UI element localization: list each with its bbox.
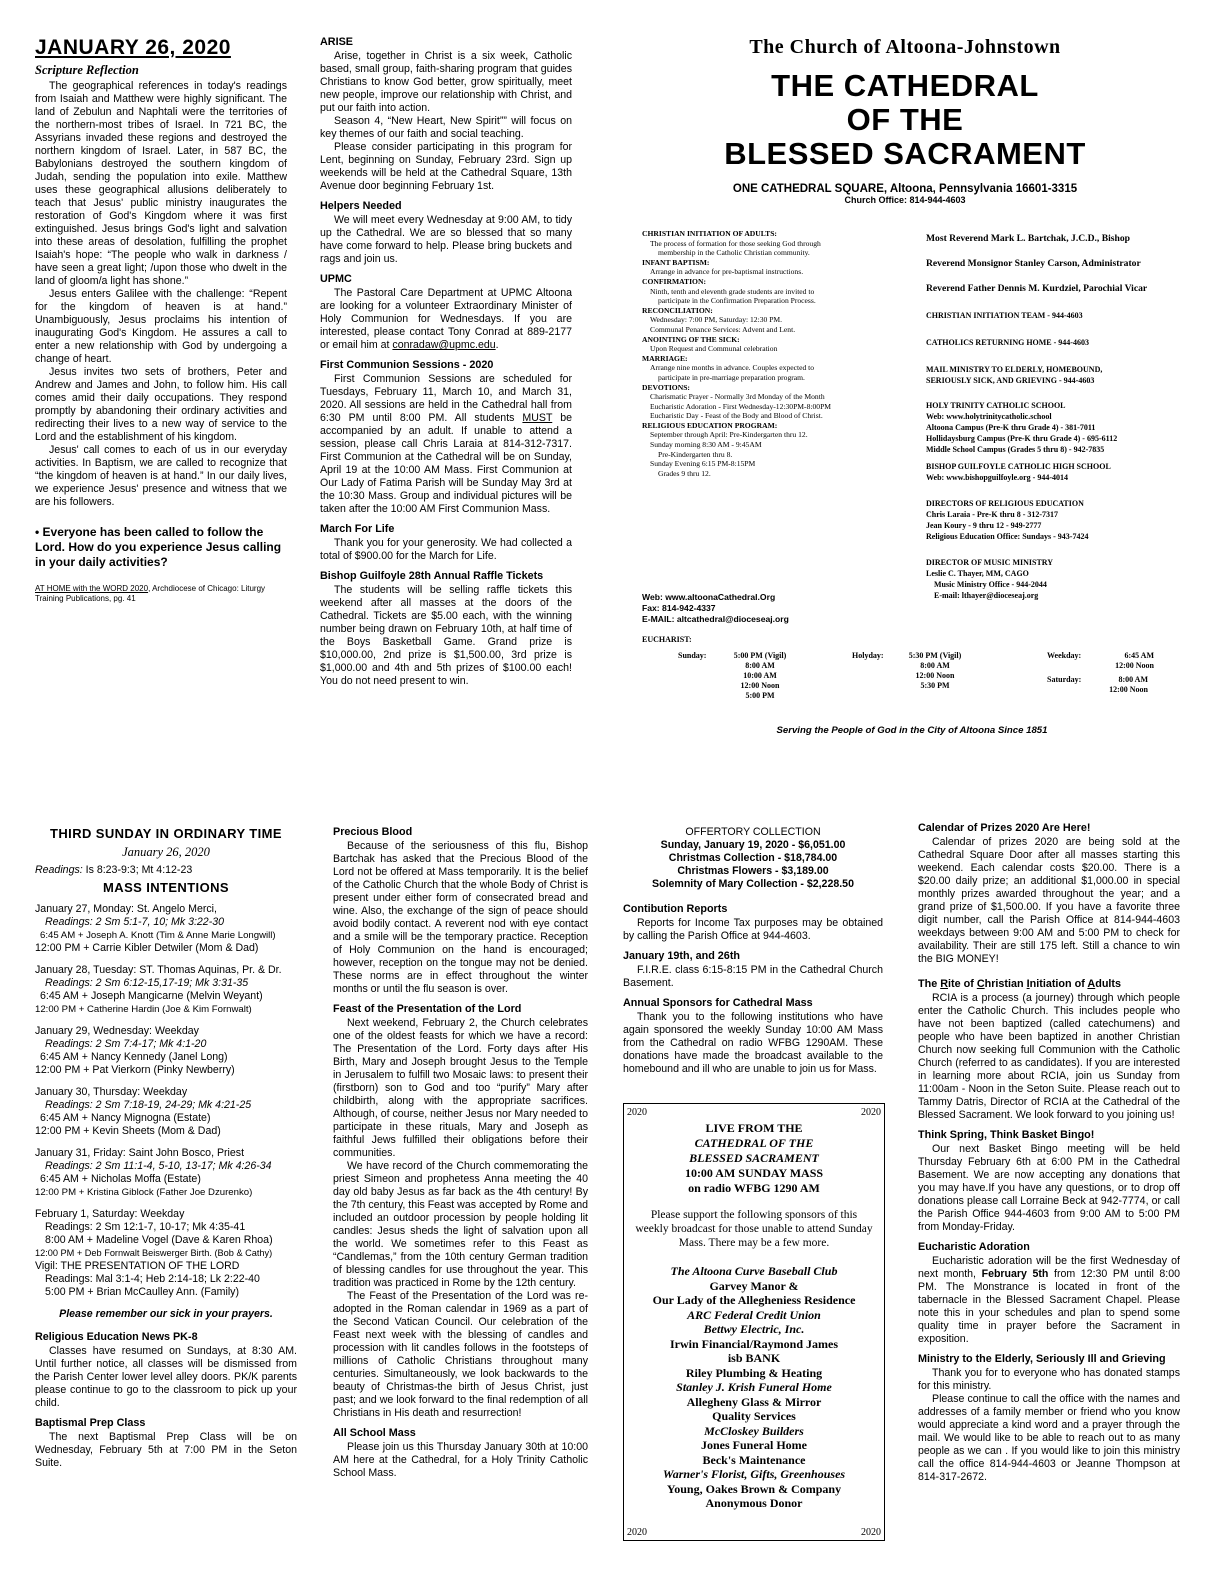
sponsor-name: ARC Federal Credit Union [687,1307,821,1322]
mass-time: 5:00 PM [745,691,775,700]
section-heading: January 19th, and 26th [623,950,741,962]
mass-time: 12:00 Noon [740,681,780,690]
mass-intention-line: 6:45 AM + Nancy Mignogna (Estate) [40,1112,211,1124]
serving-tagline: Serving the People of God in the City of Altoona Since 1851 [776,725,1048,736]
section-heading: First Communion Sessions - 2020 [320,359,494,371]
sponsor-name: Jones Funeral Home [701,1438,807,1452]
sacrament-detail: Arrange in advance for pre-baptismal instructions. [650,267,804,277]
sponsor-name: McCloskey Builders [704,1423,804,1438]
mass-intention-line: 6:45 AM + Nancy Kennedy (Janel Long) [40,1051,228,1063]
eucharist-weekday-times [1090,651,1154,671]
sacrament-heading: RELIGIOUS EDUCATION PROGRAM: [642,420,778,430]
mass-intentions-list [35,903,297,1199]
prayer-reminder: Please remember our sick in your prayers. [59,1308,273,1320]
clergy-directory: Most Reverend Mark L. Bartchak, J.C.D., Bishop Reverend Monsignor Stanley Carson, Administrator Reverend Father Dennis M. Kurdziel, Parochial Vicar CHRISTIAN INITIATION TEAM - 944-4603 CATHOLICS RETURNING HOME - 944-4603 MAIL MINISTRY TO ELDERLY, HOMEBOUND, SERIOUSLY SICK, AND GRIEVING - 944-4603 HOLY TRINITY CATHOLIC SCHOOL Web: www.holytrinitycatholic.school Altoona Campus (Pre-K thru Grade 4) - 381-7011 Hollidaysburg Campus (Pre-K thru Grade 4) - 695-6112 Middle School Campus (Grades 5 thru 8) - 942-7835 BISHOP GUILFOYLE CATHOLIC HIGH SCHOOL Web: www.bishopguilfoyle.org - 944-4014 DIRECTORS OF RELIGIOUS EDUCATION Chris Laraia - Pre-K thru 8 - 312-7317 Jean Koury - 9 thru 12 - 949-2777 Religious Education Office: Sundays - 943-7424 DIRECTOR OF MUSIC MINISTRY Leslie C. Thayer, MM, CAGO Music Ministry Office - 944-2044 E-mail: lthayer@dioceseaj.org [926,233,1196,601]
sacrament-heading: CHRISTIAN INITIATION OF ADULTS: [642,229,777,238]
mass-day-readings: Readings: 2 Sm 7:18-19, 24-29; Mk 4:21-25 [45,1099,252,1111]
sacrament-detail: Sunday Evening 6:15 PM-8:15PM [650,459,756,469]
section-heading: Precious Blood [333,826,413,838]
sponsor-name: Our Lady of the Allegheniess Residence [652,1293,856,1307]
section-heading: Think Spring, Think Basket Bingo! [918,1129,1095,1141]
mass-time: 12:00 Noon [915,671,955,680]
sacrament-detail: The process of formation for those seeking God through [650,238,821,248]
mass-day-readings: Readings: 2 Sm 7:4-17; Mk 4:1-20 [45,1038,207,1050]
eucharist-label: EUCHARIST: [642,635,692,644]
mass-time: 8:00 AM [920,661,950,670]
sponsor-name: Warner's Florist, Gifts, Greenhouses [662,1467,846,1481]
section-heading: Helpers Needed [320,200,402,212]
upmc-email-link[interactable]: conradaw@upmc.edu [392,339,496,351]
sponsor-name: Anonymous Donor [705,1496,803,1510]
sacrament-heading: RECONCILIATION: [642,305,713,315]
sponsor-name: Irwin Financial/Raymond James [669,1336,838,1351]
sponsor-name: Stanley J. Krish Funeral Home [676,1380,832,1394]
section-heading: UPMC [320,273,352,285]
eucharist-sunday-label: Sunday: [678,651,707,660]
reflection-source: AT HOME with the WORD 2020, Archdiocese of Chicago: Liturgy Training Publications, pg. 41 [35,584,266,603]
section-heading: Baptismal Prep Class [35,1417,146,1429]
mass-intention-day [35,903,297,955]
mass-intention-line: 12:00 PM + Kristina Giblock (Father Joe Dzurenko) [35,1187,253,1198]
section-heading: All School Mass [333,1427,416,1439]
mass-time: 6:45 AM [1124,651,1154,660]
mass-intention-line: 12:00 PM + Carrie Kibler Detwiler (Mom & Dad) [35,942,259,954]
mass-day-title: January 27, Monday: St. Angelo Merci, [35,903,217,915]
reflection-title: Scripture Reflection [35,63,139,77]
mass-day-readings: Readings: 2 Sm 11:1-4, 5-10, 13-17; Mk 4:26-34 [45,1160,272,1172]
mass-intention-line: 6:45 AM + Joseph A. Knott (Tim & Anne Marie Longwill) [40,930,276,941]
mass-day-readings: Readings: 2 Sm 6:12-15,17-19; Mk 3:31-35 [45,977,249,989]
mass-intention-line: 6:45 AM + Joseph Mangicarne (Melvin Weyant) [40,990,263,1002]
sacrament-detail: participate in pre-marriage preparation program. [658,372,805,382]
section-heading: ARISE [320,36,353,48]
mass-intention-day [35,964,297,1016]
email-link[interactable]: E-MAIL: altcathedral@dioceseaj.org [642,614,789,624]
cathedral-address: ONE CATHEDRAL SQUARE, Altoona, Pennsylvania 16601-3315 [732,183,1078,195]
live-broadcast-title: LIVE FROM THE CATHEDRAL OF THE BLESSED SACRAMENT 10:00 AM SUNDAY MASS on radio WFBG 1290 AM [684,1121,824,1195]
mass-intention-line: 12:00 PM + Pat Vierkorn (Pinky Newberry) [35,1064,235,1076]
reflection-paragraph: The geographical references in today's readings from Isaiah and Matthew were highly significant. The land of Zebulun and Naphtali were the territories of the northern-most tribes of Israel. In 721 BC, the Assyrians invaded these regions and destroyed the northern kingdom of Israel. Later, in 587 BC, the Babylonians destroyed the southern kingdom of Judah, sending the population into exile. Matthew uses these geographical allusions deliberately to teach that Jesus' public ministry inaugurates the restoration of God's Kingdom where it was first extinguished. Jesus brings God's light and salvation into these areas of desolation, fulfilling the prophet Isaiah's hope: “The people who walk in darkness / have seen a great light; /upon those who dwelt in the land of gloom/a light has shone.” [35,80,287,287]
sacrament-heading: CONFIRMATION: [642,276,706,286]
section-heading: Religious Education News PK-8 [35,1331,198,1343]
mass-time: 12:00 Noon [1109,685,1148,694]
sacrament-heading: MARRIAGE: [642,353,688,363]
mass-time: 5:30 PM [920,681,950,690]
mass-day-title: January 29, Wednesday: Weekday [35,1025,199,1037]
sacrament-detail: Arrange nine months in advance. Couples expected to [650,363,815,373]
eucharist-weekday-label: Weekday: [1047,651,1082,660]
mass-intention-day [35,1025,297,1077]
sacrament-detail: membership in the Catholic Christian community. [658,248,810,258]
sacrament-detail: Upon Request and Communal celebration [650,344,778,354]
section-heading: Contibution Reports [623,903,728,915]
mass-intention-day [35,1086,297,1138]
sponsor-name: Quality Services [712,1409,796,1423]
cathedral-masthead [620,36,1190,205]
section-heading: Calendar of Prizes 2020 Are Here! [918,822,1091,834]
sponsor-name: isb BANK [727,1351,781,1365]
section-heading: The Rite of Christian Initiation of Adults [918,978,1122,990]
church-office-phone: Church Office: 814-944-4603 [844,195,966,205]
website-link[interactable]: Web: www.altoonaCathedral.Org [642,592,776,602]
vicar-name: Reverend Father Dennis M. Kurdziel, Parochial Vicar [926,283,1148,294]
mass-time: 8:00 AM [1118,675,1148,684]
sponsor-name: Young, Oakes Brown & Company [666,1481,842,1496]
source-title: AT HOME with the WORD 2020 [35,584,149,593]
mass-day-title: January 30, Thursday: Weekday [35,1086,188,1098]
mass-time: 5:30 PM (Vigil) [908,651,962,660]
radio-mass-sponsors-box: 2020 2020 2020 2020 LIVE FROM THE CATHEDRAL OF THE BLESSED SACRAMENT 10:00 AM SUNDAY MASS on radio WFBG 1290 AM Please support the following sponsors of this weekly broadcast for those unable to attend Sunday Mass. There may be a few more. The Altoona Curve Baseball Club Garvey Manor & Our Lady of the Allegheniess Residence ARC Federal Credit Union Bettwy Electric, Inc. Irwin Financial/Raymond James isb BANK Riley Plumbing & Heating Stanley J. Krish Funeral Home Allegheny Glass & Mirror Quality Services McCloskey Builders Jones Funeral Home Beck's Maintenance Warner's Florist, Gifts, Greenhouses Young, Oakes Brown & Company Anonymous Donor [623,1103,885,1541]
mass-intentions-column: THIRD SUNDAY IN ORDINARY TIME January 26, 2020 Readings: Is 8:23-9:3; Mt 4:12-23 MASS INTENTIONS January 27, Monday: St. Angelo Merci, Readings: 2 Sm 5:1-7, 10; Mk 3:22-30 6:45 AM + Joseph A. Knott (Tim & Anne Marie Longwill) 12:00 PM + Carrie Kibler Detwiler (Mom & Dad) January 28, Tuesday: ST. Thomas Aquinas, Pr. & Dr. Readings: 2 Sm 6:12-15,17-19; Mk 3:31-35 6:45 AM + Joseph Mangicarne (Melvin Weyant) 12:00 PM + Catherine Hardin (Joe & Kim Fornwalt) January 29, Wednesday: Weekday Readings: 2 Sm 7:4-17; Mk 4:1-20 6:45 AM + Nancy Kennedy (Janel Long) 12:00 PM + Pat Vierkorn (Pinky Newberry) January 30, Thursday: Weekday Readings: 2 Sm 7:18-19, 24-29; Mk 4:21-25 6:45 AM + Nancy Mignogna (Estate) 12:00 PM + Kevin Sheets (Mom & Dad) January 31, Friday: Saint John Bosco, Priest Readings: 2 Sm 11:1-4, 5-10, 13-17; Mk 4:26-34 6:45 AM + Nicholas Moffa (Estate) 12:00 PM + Kristina Giblock (Father Joe Dzurenko) February 1, Saturday: Weekday Readings: 2 Sm 12:1-7, 10-17; Mk 4:35-41 8:00 AM + Madeline Vogel (Dave & Karen Rhoa) 12:00 PM + Deb Fornwalt Beiswerger Birth. (Bob & Cathy) Vigil: THE PRESENTATION OF THE LORD Readings: Mal 3:1-4; Heb 2:14-18; Lk 2:22-40 5:00 PM + Brian McCaulley Ann. (Family) Please remember our sick in your prayers. Religious Education News PK-8 Classes have resumed on Sundays, at 8:30 AM. Until further notice, all classes will be dismissed from the Parish Center lower level alley doors. PK/K parents please continue to go to the classroom to pick up your child. Baptismal Prep Class The next Baptismal Prep Class will be on Wednesday, February 5th at 7:00 PM in the Seton Suite. [35,826,297,1469]
bulletin-date: JANUARY 26, 2020 [35,36,231,59]
church-name: The Church of Altoona-Johnstown [749,36,1061,58]
mass-intention-day [35,1147,297,1199]
mass-day-title: January 31, Friday: Saint John Bosco, Priest [35,1147,245,1159]
mass-day-readings: Readings: 2 Sm 5:1-7, 10; Mk 3:22-30 [45,916,225,928]
mass-time: 10:00 AM [743,671,777,680]
offertory-collection: OFFERTORY COLLECTION Sunday, January 19, 2020 - $6,051.00 Christmas Collection - $18,784.00 Christmas Flowers - $3,189.00 Solemnity of Mary Collection - $2,228.50 [652,826,854,890]
fax-number: Fax: 814-942-4337 [642,603,716,613]
reflection-question: • Everyone has been called to follow the Lord. How do you experience Jesus calling in your daily activities? [35,525,282,569]
sponsor-list [624,1264,884,1511]
sacrament-detail: Sunday morning 8:30 AM - 9:45AM [650,440,762,450]
section-heading: Ministry to the Elderly, Seriously Ill and Grieving [918,1353,1166,1365]
sacrament-detail: Wednesday: 7:00 PM, Saturday: 12:30 PM. [650,315,783,325]
reflection-paragraph: Jesus' call comes to each of us in our everyday activities. In Baptism, we are called to recognize that “the kingdom of heaven is at hand.” In our daily lives, we experience Jesus' presence and witness that we are his followers. [35,444,287,508]
sponsor-name: The Altoona Curve Baseball Club [670,1264,838,1278]
section-heading: Eucharistic Adoration [918,1241,1030,1253]
reflection-paragraph: Jesus enters Galilee with the challenge: “Repent for the kingdom of heaven is at hand.” Unambiguously, Jesus proclaims his intention of inaugurating God's Kingdom. He assures a call to enter a new relationship with God by undergoing a change of heart. [35,288,287,365]
liturgical-day: THIRD SUNDAY IN ORDINARY TIME [50,826,282,841]
sponsor-name: Allegheny Glass & Mirror [686,1394,822,1409]
eucharist-sunday-times [720,651,800,701]
sacrament-detail: Eucharistic Adoration - First Wednesday-12:30PM-8:00PM [650,401,832,411]
sponsor-name: Bettwy Electric, Inc. [703,1322,805,1336]
mass-time: 8:00 AM [745,661,775,670]
cathedral-title: THE CATHEDRAL OF THE BLESSED SACRAMENT [724,68,1086,171]
eucharist-holyday-times [890,651,980,691]
sacrament-heading: INFANT BAPTISM: [642,257,710,267]
section-heading: Annual Sponsors for Cathedral Mass [623,997,813,1009]
mass-time: 5:00 PM (Vigil) [733,651,787,660]
reflection-paragraph: Jesus invites two sets of brothers, Peter and Andrew and James and John, to follow him. His call comes amid their daily occupations. They respond promptly by abandoning their ordinary activities and redirecting their lives to a new way of service to the Lord and the establishment of his kingdom. [35,366,287,443]
sponsor-name: Riley Plumbing & Heating [685,1365,823,1380]
offertory-column: OFFERTORY COLLECTION Sunday, January 19, 2020 - $6,051.00 Christmas Collection - $18,784.00 Christmas Flowers - $3,189.00 Solemnity of Mary Collection - $2,228.50 Contibution Reports Reports for Income Tax purposes may be obtained by calling the Parish Office at 944-4603. January 19th, and 26th F.I.R.E. class 6:15-8:15 PM in the Cathedral Church Basement. Annual Sponsors for Cathedral Mass Thank you to the following institutions who have again sponsored the weekly Sunday 10:00 AM Mass from the Cathedral on radio WFBG 1290AM. These donations have made the broadcast available to the homebound and ill who are unable to join us for Mass. [623,826,883,1075]
sacrament-detail: Charismatic Prayer - Normally 3rd Monday of the Month [650,392,825,402]
sacraments-list [642,229,910,478]
sacrament-detail: Eucharistic Day - Feast of the Body and Blood of Christ. [650,411,823,421]
sponsor-name: Garvey Manor & [709,1278,799,1293]
liturgical-date: January 26, 2020 [122,845,210,859]
section-heading: Feast of the Presentation of the Lord [333,1003,522,1015]
sacrament-detail: Pre-Kindergarten thru 8. [658,449,733,459]
sunday-readings: Readings: Is 8:23-9:3; Mt 4:12-23 [35,864,193,876]
sacrament-detail: September through April: Pre-Kindergarten thru 12. [650,430,808,440]
mass-day-title: January 28, Tuesday: ST. Thomas Aquinas, Pr. & Dr. [35,964,282,976]
eucharist-saturday-label: Saturday: [1047,675,1082,684]
sacrament-heading: DEVOTIONS: [642,382,690,392]
sacrament-detail: participate in the Confirmation Preparation Process. [658,296,816,306]
sponsor-name: Beck's Maintenance [702,1452,806,1467]
support-note: Please support the following sponsors of this weekly broadcast for those unable to attend Sunday Mass. There may be a few more. [635,1209,873,1249]
eucharist-saturday-times [1090,675,1148,695]
announcements-column-bottom: Precious Blood Because of the seriousness of this flu, Bishop Bartchak has asked that the Precious Blood of the Lord not be offered at Mass temporarily. It is the belief of the Catholic Church that the whole Body of Christ is present under either form of consecrated bread and wine. Also, the exchange of the sign of peace should avoid bodily contact. A reverent nod with eye contact and a smile will be the temporary practice. Reception of Holy Communion on the hand is encouraged; however, reception on the tongue may not be denied. These norms are in effect throughout the winter months or until the flu season is over. Feast of the Presentation of the Lord Next weekend, February 2, the Church celebrates one of the oldest feasts for which we have a record: The Presentation of the Lord. Forty days after His Birth, Mary and Joseph brought Jesus to the Temple in Jerusalem to fulfill two Mosaic laws: to present their (firstborn) son to God and too “purify” Mary after childbirth, along with the appropriate sacrifices. Although, of course, neither Jesus nor Mary needed to participate in these rituals, Mary and Joseph as faithful Jews fulfilled their obligations before their communities. We have record of the Church commemorating the priest Simeon and prophetess Anna meeting the 40 day old baby Jesus as far back as the 4th century! By the 7th century, this Feast was accepted by Rome and included an outdoor procession by people holding lit candles: Jesus sheds the light of salvation upon all the world. We sometimes refer to this Feast as “Candlemas,” from the 10th century German tradition of blessing candles for use throughout the year. This tradition was practiced in Rome by the 12th century. The Feast of the Presentation of the Lord was re-adopted in the Roman calendar in 1969 as a part of the Second Vatican Council. Our celebration of the Feast next week with the blessing of candles and procession with lit candles follows in the footsteps of millions of Catholic Christians throughout many centuries. Simultaneously, we look backwards to the beauty of Christmas-the birth of Jesus Christ, just past; and we look forward to the final redemption of all Christians in His death and resurrection! All School Mass Please join us this Thursday January 30th at 10:00 AM here at the Cathedral, for a Holy Trinity Catholic School Mass. [333,826,588,1479]
mass-intention-day: February 1, Saturday: Weekday Readings: 2 Sm 12:1-7, 10-17; Mk 4:35-41 8:00 AM + Madeline Vogel (Dave & Karen Rhoa) 12:00 PM + Deb Fornwalt Beiswerger Birth. (Bob & Cathy) Vigil: THE PRESENTATION OF THE LORD Readings: Mal 3:1-4; Heb 2:14-18; Lk 2:22-40 5:00 PM + Brian McCaulley Ann. (Family) [35,1208,273,1298]
section-heading: Bishop Guilfoyle 28th Annual Raffle Tickets [320,570,544,582]
sacrament-detail: Communal Penance Services: Advent and Lent. [650,324,796,334]
sacrament-detail: Grades 9 thru 12. [658,468,711,478]
eucharist-holyday-label: Holyday: [852,651,884,660]
mass-intention-line: 12:00 PM + Catherine Hardin (Joe & Kim Fornwalt) [35,1004,252,1015]
sacrament-detail: Ninth, tenth and eleventh grade students are invited to [650,286,815,296]
section-heading: March For Life [320,523,395,535]
sacrament-heading: ANOINTING OF THE SICK: [642,334,740,344]
administrator-name: Reverend Monsignor Stanley Carson, Administrator [926,258,1141,269]
mass-intentions-heading: MASS INTENTIONS [103,880,229,895]
contact-info [642,592,902,625]
mass-intention-line: 12:00 PM + Kevin Sheets (Mom & Dad) [35,1125,221,1137]
announcements-column-right: Calendar of Prizes 2020 Are Here! Calendar of prizes 2020 are being sold at the Cathedral Square Door after all masses starting this weekend. Each calendar costs $20.00. There is a $20.00 daily prize; an additional $1,000.00 in special monthly prizes awarded throughout the year; and a grand prize of $1,500.00. If you have a favorite three digit number, call the Parish Office at 814-944-4603 weekdays between 9:00 AM and 5:00 PM to check for availability. Their are still 175 left. Still a chance to win the BIG MONEY! The Rite of Christian Initiation of Adults RCIA is a process (a journey) through which people enter the Catholic Church. This includes people who have not been baptized (called catechumens) and people who have been baptized in another Christian Church now seeking full Communion with the Catholic Church (referred to as candidates). If you are interested in learning more about RCIA, join us Sunday from 11:00am - Noon in the Seton Suite. Please reach out to Tammy Datris, Director of RCIA at the Cathedral of the Blessed Sacrament. We look forward to you joining us! Think Spring, Think Basket Bingo! Our next Basket Bingo meeting will be held Thursday February 6th at 6:00 PM in the Cathedral Basement. We are now accepting any donations that you may have.If you have any questions, or to drop off donations please call Lorraine Beck at 942-7774, or call the Parish Office 944-4603 from 9:00 AM to 5:00 PM from Monday-Friday. Eucharistic Adoration Eucharistic adoration will be the first Wednesday of next month, February 5th from 12:30 PM until 8:00 PM. The Monstrance is located in front of the tabernacle in the Blessed Sacrament Chapel. Please note this in your schedules and plan to spend some quality time in prayer before the Sacrament in exposition. Ministry to the Elderly, Seriously Ill and Grieving Thank you for to everyone who has donated stamps for this ministry. Please continue to call the office with the names and addresses of a family member or friend who you know would appreciate a kind word and a prayer through the mail. We would like to be able to reach out to as many people as we can . If you would like to join this ministry call the office 814-944-4603 or Jeanne Thompson at 814-317-2672. [918,822,1181,1483]
scripture-reflection-column [35,36,287,604]
mass-intention-line: 6:45 AM + Nicholas Moffa (Estate) [40,1173,201,1185]
mass-time: 12:00 Noon [1115,661,1154,670]
announcements-column-top: ARISE Arise, together in Christ is a six week, Catholic based, small group, faith-sharing program that guides Christians to know God better, grow spiritually, meet new people, improve our relationship with Christ, and put our faith into action. Season 4, “New Heart, New Spirit”” will focus on key themes of our faith and social teaching. Please consider participating in this program for Lent, beginning on Sunday, February 23rd. Sign up weekends will be held at the Cathedral Square, 13th Avenue door beginning February 1st. Helpers Needed We will meet every Wednesday at 9:00 AM, to tidy up the Cathedral. We are so blessed that so many have come forward to help. Please bring buckets and rags and join us. UPMC The Pastoral Care Department at UPMC Altoona are looking for a volunteer Extraordinary Minister of Holy Communion for Wednesdays. If you are interested, please contact Tony Conrad at 889-2177 or email him at conradaw@upmc.edu. First Communion Sessions - 2020 First Communion Sessions are scheduled for Tuesdays, February 11, March 10, and March 31, 2020. All sessions are held in the Cathedral hall from 6:30 PM until 8:00 PM. All students MUST be accompanied by an adult. If unable to attend a session, please call Chris Laraia at 814-312-7317. First Communion at the Cathedral will be on Sunday, April 19 at the 10:00 AM Mass. First Communion at Our Lady of Fatima Parish will be Sunday May 3rd at the 10:30 Mass. Group and individual pictures will be taken after the 10:00 AM First Communion Mass. March For Life Thank you for your generosity. We had collected a total of $900.00 for the March for Life. Bishop Guilfoyle 28th Annual Raffle Tickets The students will be selling raffle tickets this weekend after all masses at the doors of the Cathedral. Tickets are $5.00 each, with the winning number being drawn on February 10th, at half time of the Boys Basketball Game. Grand prize is $10,000.00, 2nd prize is $1,500.00, 3rd prize is $1,000.00 and 4th and 5th prizes of $100.00 each! You do not need present to win. [320,36,573,687]
bishop-name: Most Reverend Mark L. Bartchak, J.C.D., Bishop [926,233,1130,244]
